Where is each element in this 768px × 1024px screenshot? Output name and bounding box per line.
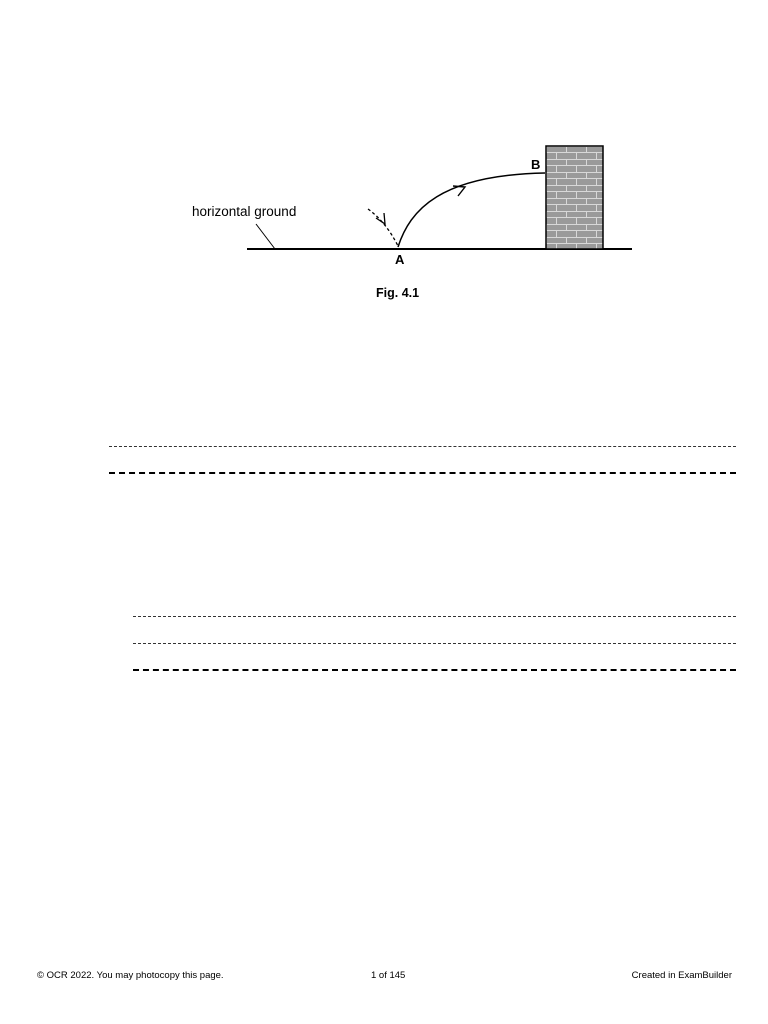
incoming-path xyxy=(368,209,398,246)
answer-line[interactable] xyxy=(133,669,736,671)
figure-4-1 xyxy=(0,0,768,320)
footer-copyright: © OCR 2022. You may photocopy this page. xyxy=(37,970,224,981)
brick-wall xyxy=(546,146,603,249)
trajectory-a-to-b xyxy=(398,173,545,247)
footer-page-number: 1 of 145 xyxy=(371,970,406,981)
answer-line[interactable] xyxy=(133,643,736,644)
label-point-a: A xyxy=(395,252,405,267)
answer-line[interactable] xyxy=(133,616,736,617)
figure-caption: Fig. 4.1 xyxy=(376,286,420,300)
label-point-b: B xyxy=(531,157,541,172)
label-horizontal-ground: horizontal ground xyxy=(192,204,297,219)
ground-label-leader xyxy=(256,224,275,249)
incoming-arrow-head xyxy=(376,213,385,224)
answer-line[interactable] xyxy=(109,472,736,474)
answer-line[interactable] xyxy=(109,446,736,447)
footer-created-in: Created in ExamBuilder xyxy=(631,970,732,981)
